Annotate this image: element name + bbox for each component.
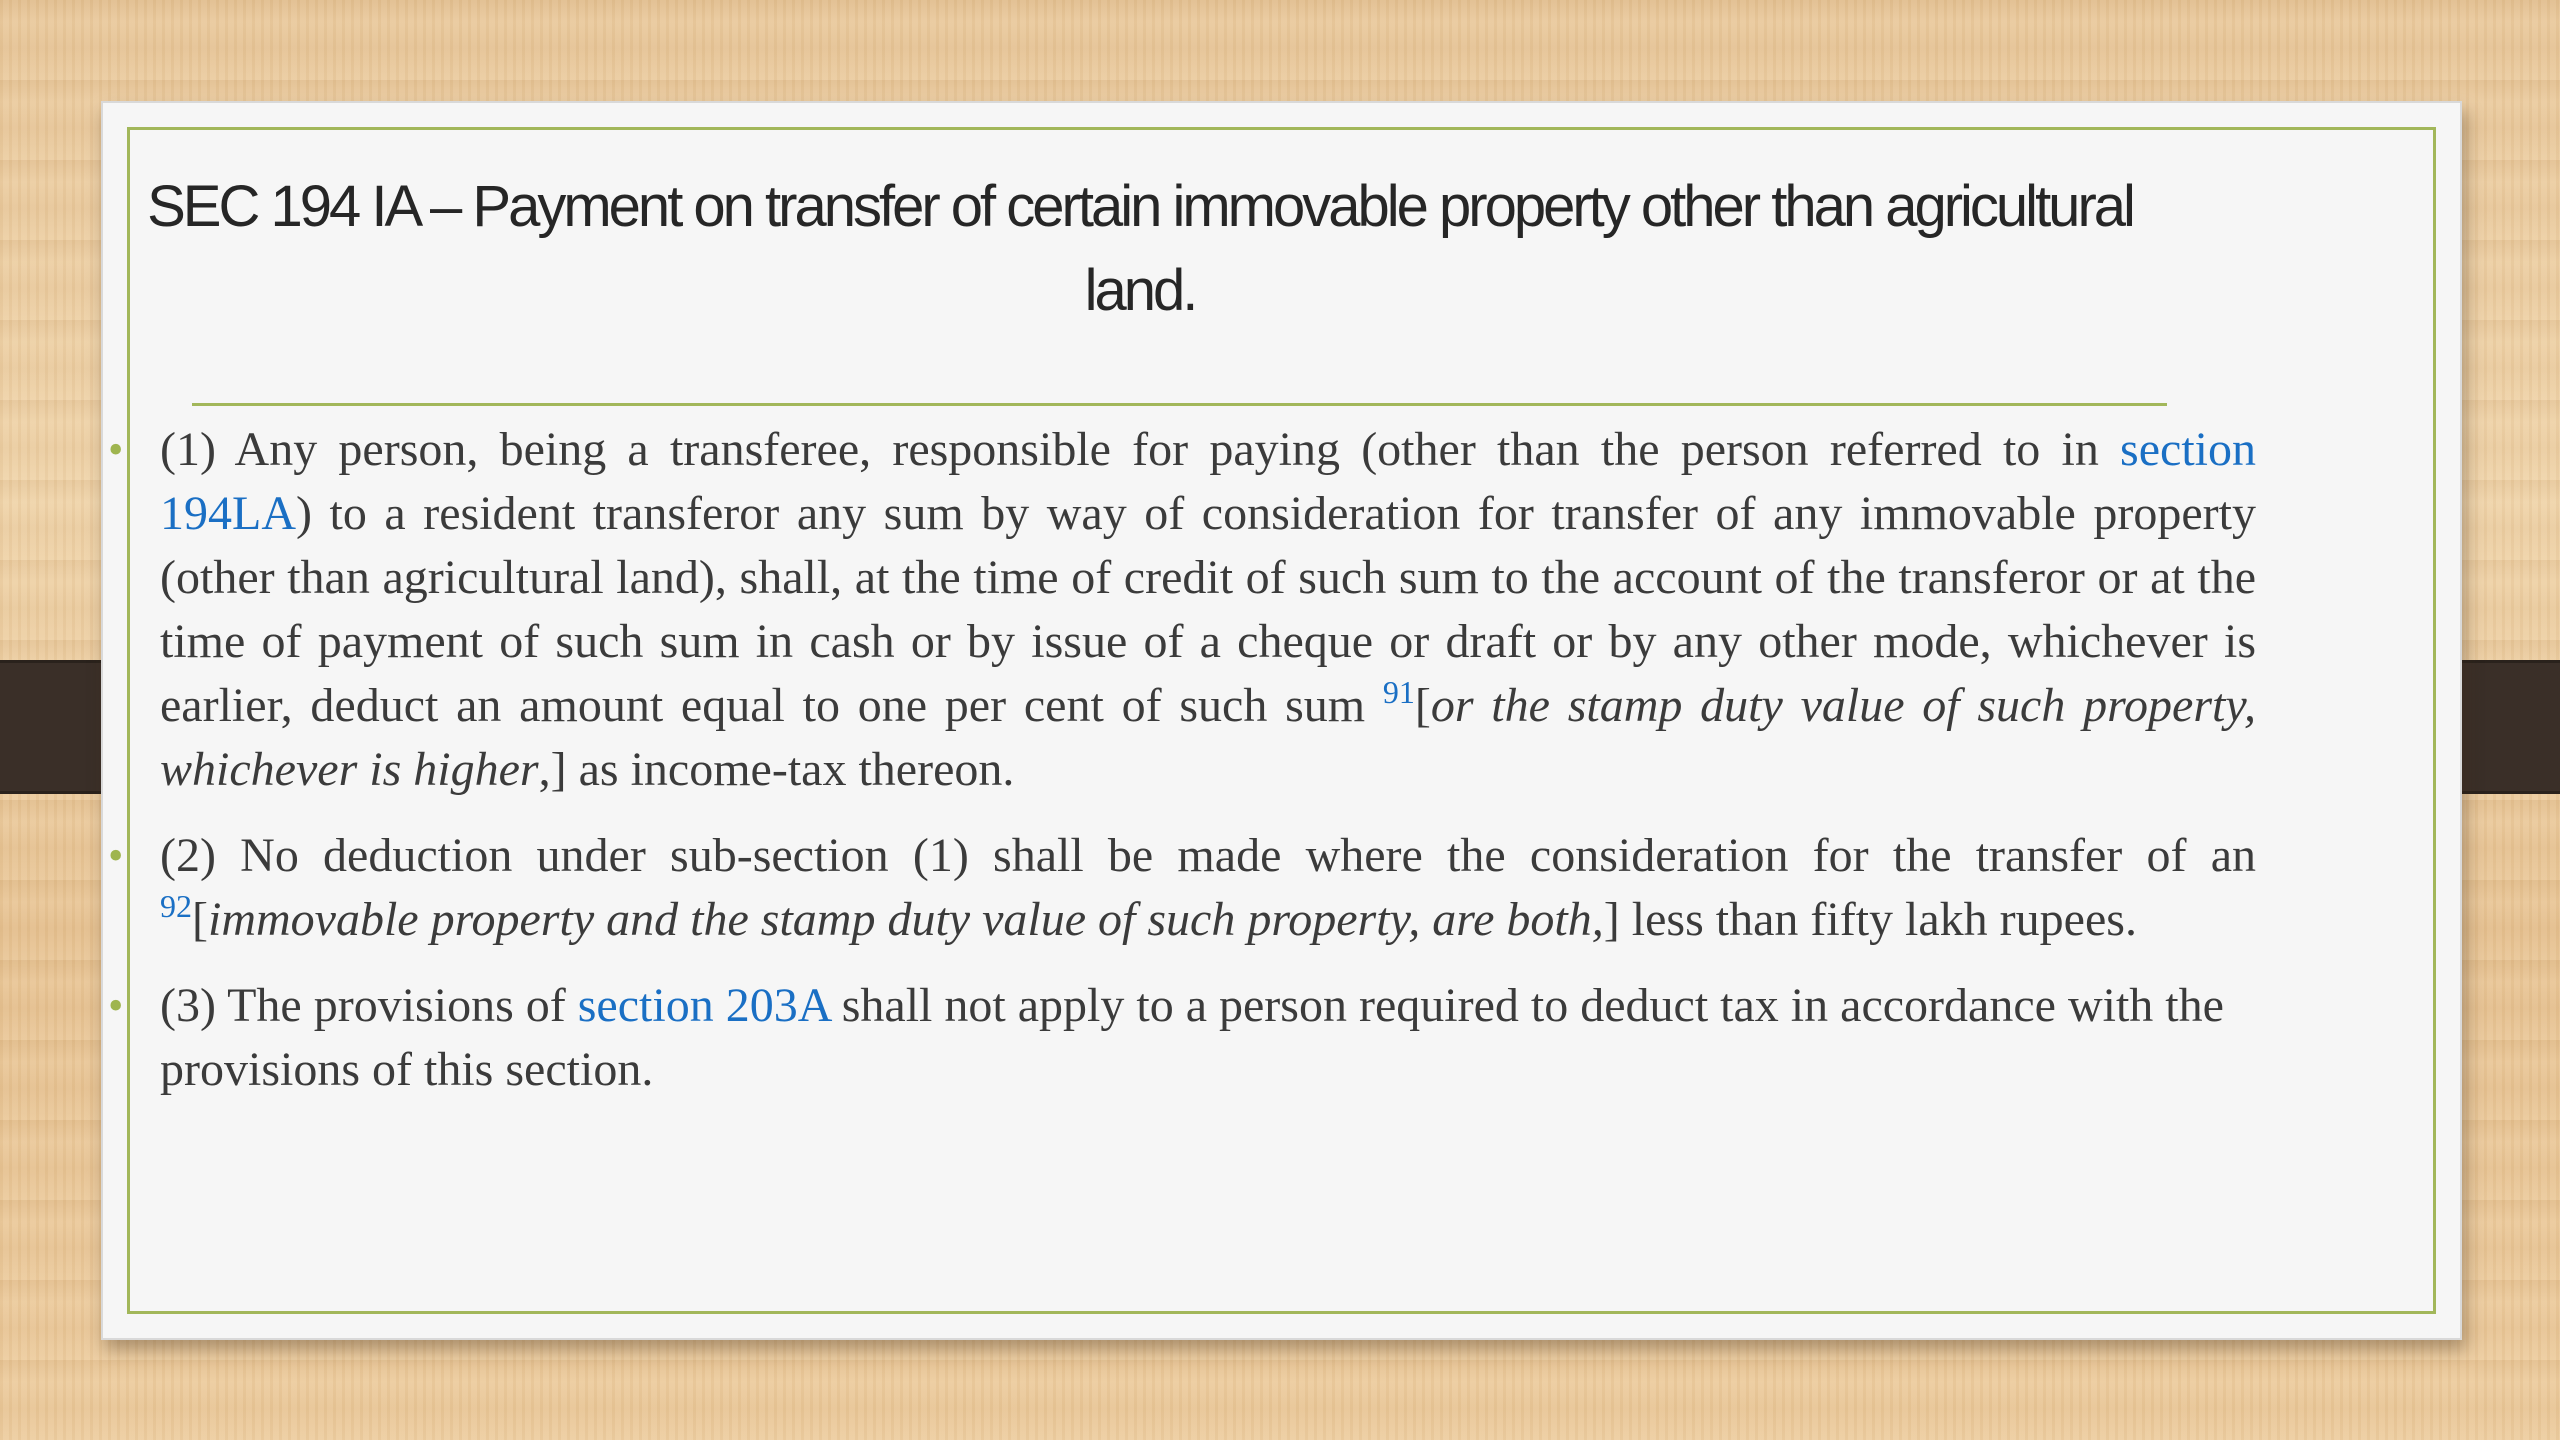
bullet-2-text-b: ] less than fifty lakh rupees. bbox=[1603, 893, 2137, 946]
bullet-item-2 bbox=[108, 824, 2256, 952]
slide-title: SEC 194 IA – Payment on transfer of certain immovable property other than agricultural land. bbox=[147, 174, 2133, 323]
title-divider bbox=[192, 403, 2167, 406]
bullet-dot-icon: • bbox=[108, 831, 124, 880]
bullet-1-text-a: (1) Any person, being a transferee, responsible for paying (other than the person referred to in bbox=[160, 423, 2121, 476]
section-194la-link[interactable]: section 194LA bbox=[160, 423, 2256, 540]
bullet-list bbox=[108, 418, 2257, 1124]
bullet-3-text-b: shall not apply to a person required to deduct tax in accordance with the provisions of this section. bbox=[160, 979, 2224, 1096]
bullet-dot-icon: • bbox=[108, 425, 124, 474]
footnote-91-link[interactable]: 91 bbox=[1382, 674, 1415, 710]
bullet-item-1 bbox=[108, 418, 2257, 802]
bullet-1-italic-amendment: or the stamp duty value of such property, whichever is higher bbox=[160, 679, 2257, 796]
bullet-1-text-c: ,] as income-tax thereon. bbox=[538, 743, 1015, 796]
footnote-92-link[interactable]: 92 bbox=[160, 888, 192, 924]
bullet-2-bracket-open: [ bbox=[192, 893, 208, 946]
bullet-1-text-b: ) to a resident transferor any sum by way of consideration for transfer of any immovable property (other than agricultural land), shall, at the time of credit of such sum to the account of the transferor or at the time of payment of such sum in cash or by issue of a cheque or draft or by any other mode, whichever is earlier, deduct an amount equal to one per cent of such sum bbox=[160, 487, 2256, 732]
bullet-1-bracket-open: [ bbox=[1414, 679, 1431, 732]
section-203a-link[interactable]: section 203A bbox=[577, 979, 830, 1032]
bullet-item-3 bbox=[108, 974, 2256, 1102]
bullet-2-italic-amendment: immovable property and the stamp duty value of such property, are both, bbox=[207, 893, 1604, 946]
bullet-dot-icon: • bbox=[108, 981, 124, 1030]
bullet-2-text-a: (2) No deduction under sub-section (1) shall be made where the consideration for the transfer of an bbox=[160, 829, 2256, 882]
bullet-3-text-a: (3) The provisions of bbox=[160, 979, 578, 1032]
